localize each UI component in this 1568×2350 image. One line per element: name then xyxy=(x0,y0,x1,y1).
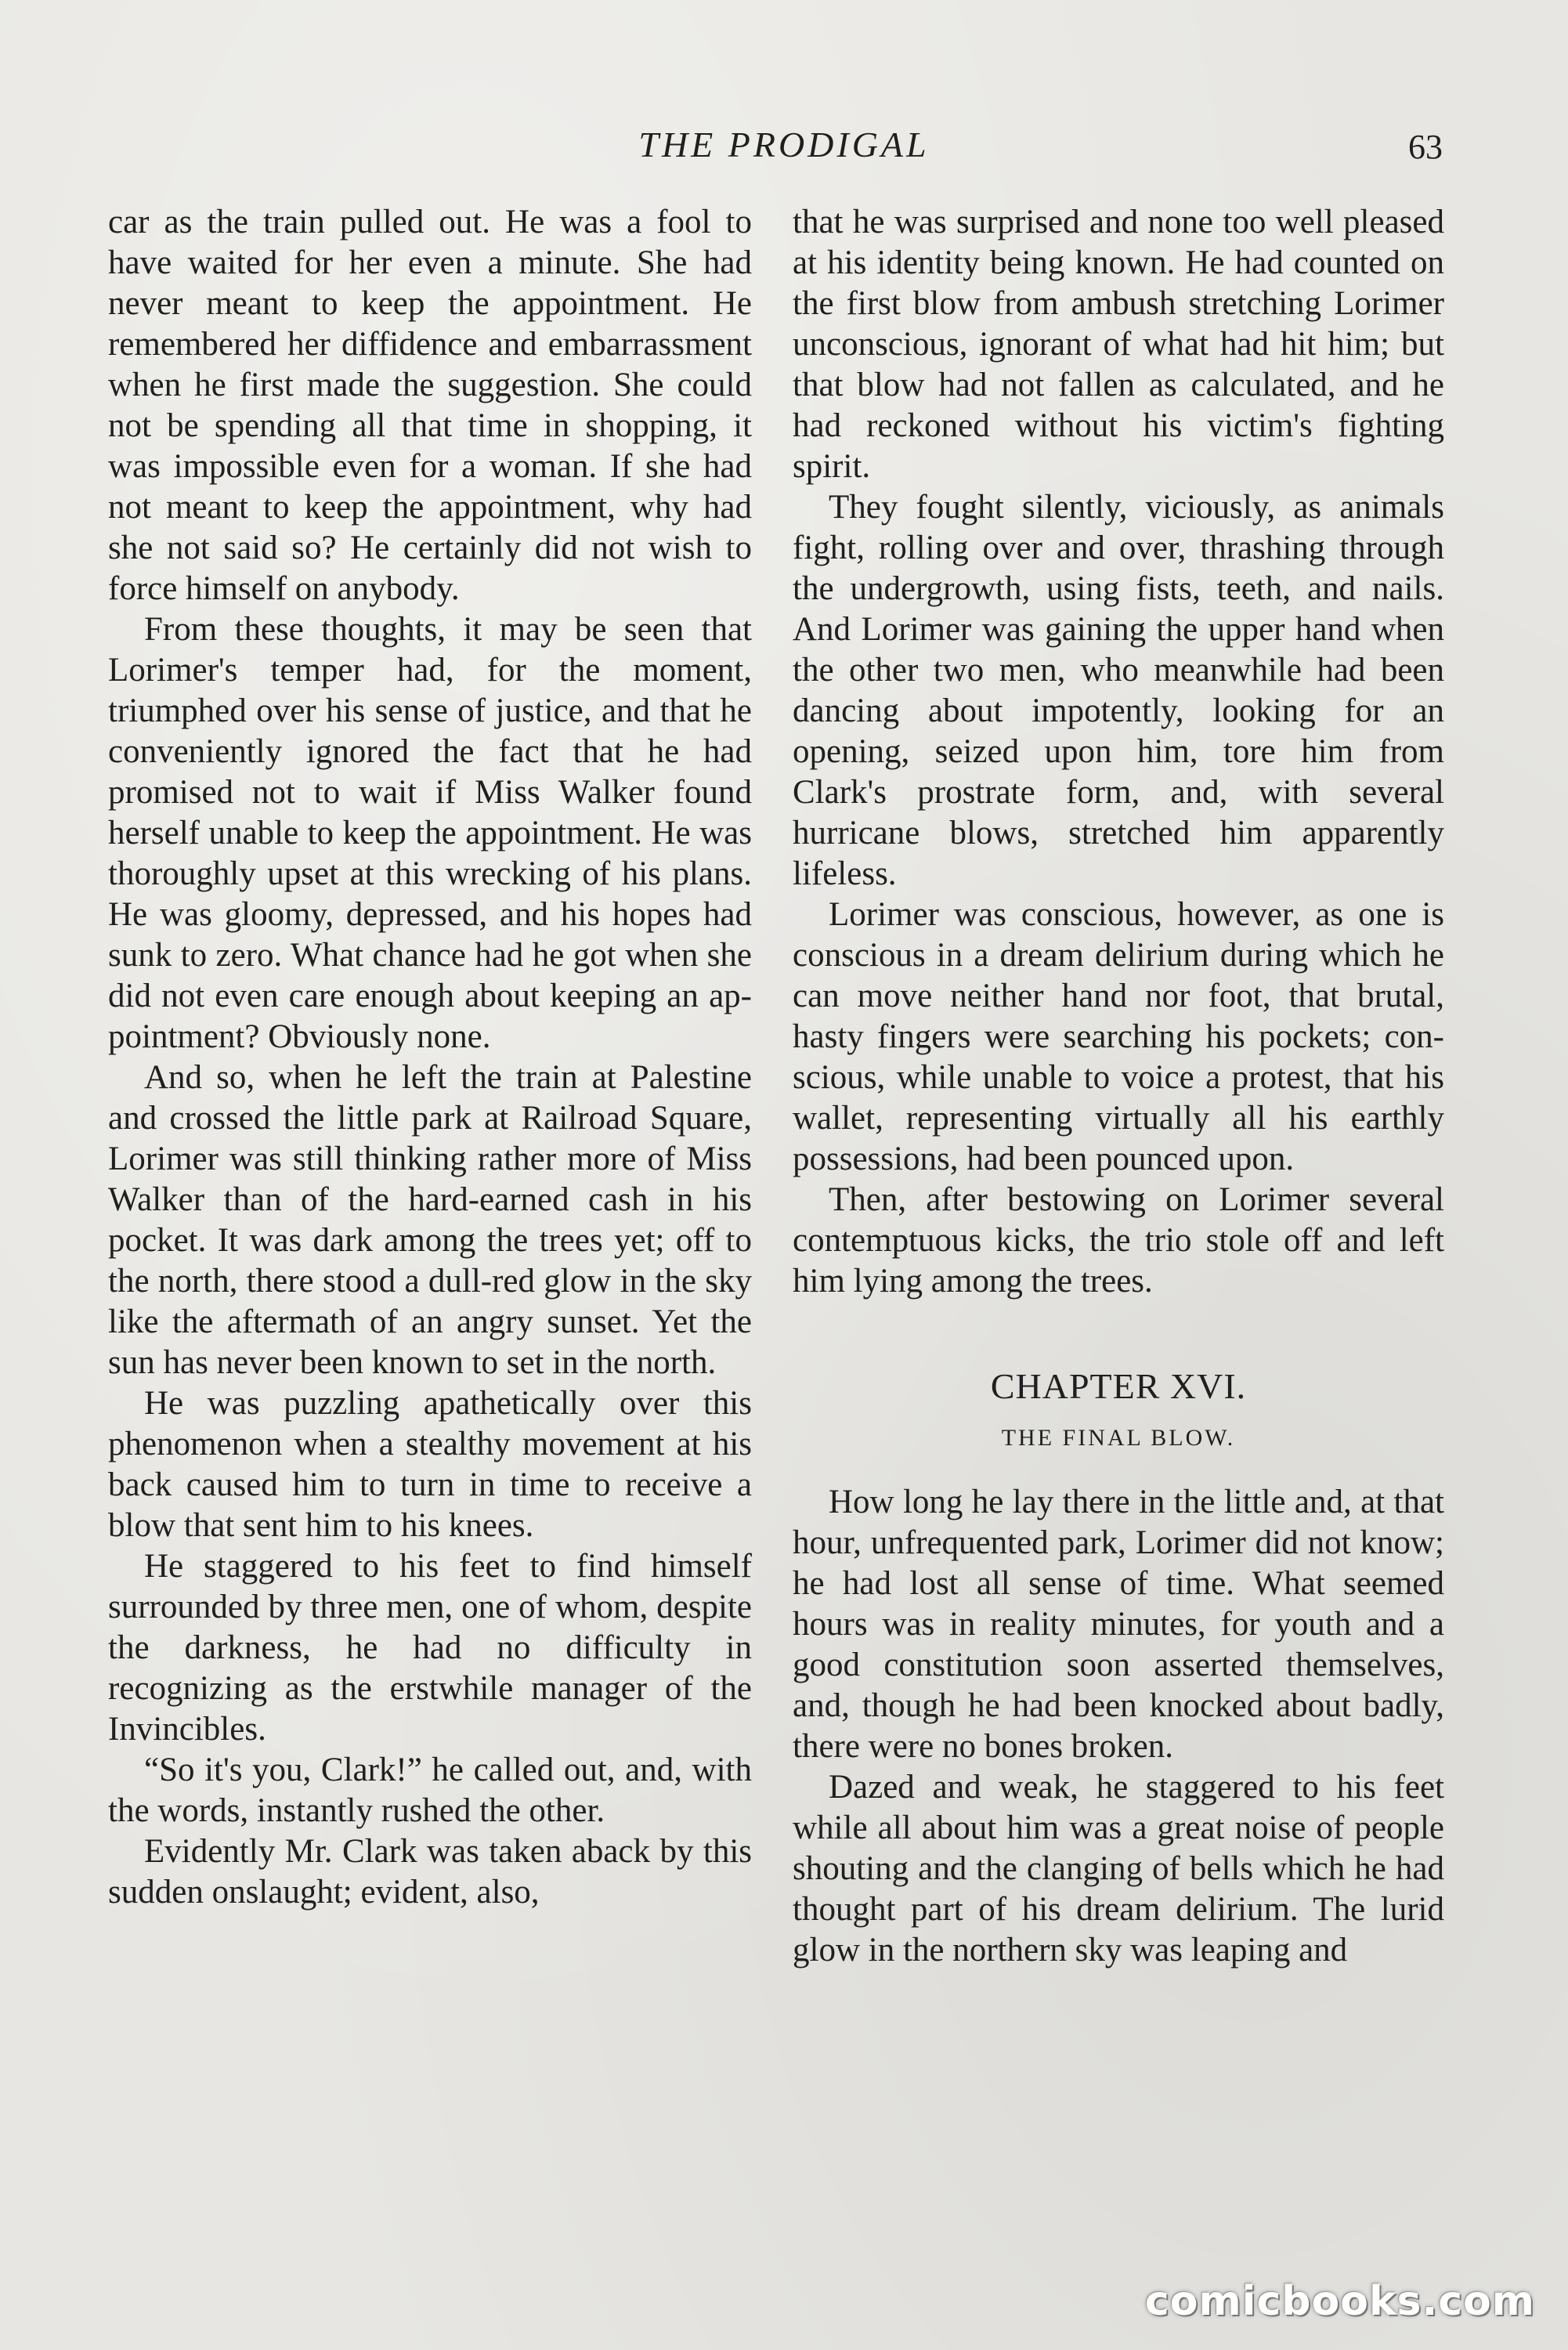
page-number: 63 xyxy=(1408,128,1443,166)
paragraph: They fought silently, viciously, as animals fight, rolling over and over, thrashing through the undergrowth, using fists, teeth, and nails. And Lorimer was gaining the upper hand when the other two men, who meanwhile had been dancing about impotently, looking for an opening, seized upon him, tore him from Clark's prostrate form, and, with several hurricane blows, stretched him apparently lifeless. xyxy=(793,489,1444,892)
paragraph: car as the train pulled out. He was a fool to have waited for her even a minute. She had never meant to keep the appointment. He remembered her diffidence and embarrassment when he first made the suggestion. She could not be spending all that time in shopping, it was impossible even for a woman. If she had not meant to keep the appointment, why had she not said so? He certainly did not wish to force himself on anybody. xyxy=(108,204,752,607)
paragraph: And so, when he left the train at Palestine and crossed the little park at Railroad Square, Lorimer was still thinking rather more of Miss Walker than of the hard-earned cash in his pocket. It was dark among the trees yet; off to the north, there stood a dull-red glow in the sky like the aftermath of an angry sunset. Yet the sun has never been known to set in the north. xyxy=(108,1059,752,1381)
paragraph: How long he lay there in the little and, at that hour, unfrequented park, Lorimer did not know; he had lost all sense of time. What seemed hours was in reality minutes, for youth and a good constitution soon asserted themselves, and, though he had been knocked about badly, there were no bones broken. xyxy=(793,1484,1444,1765)
paragraph: Dazed and weak, he staggered to his feet while all about him was a great noise of people shouting and the clanging of bells which he had thought part of his dream delirium. The lurid glow in the northern sky was leaping and xyxy=(793,1769,1444,1969)
paragraph: He staggered to his feet to find himself surrounded by three men, one of whom, despite the darkness, he had no difficulty in recognizing as the erstwhile manager of the Invincibles. xyxy=(108,1548,752,1748)
running-title: THE PRODIGAL xyxy=(638,125,930,164)
chapter-subtitle: THE FINAL BLOW. xyxy=(1001,1425,1236,1451)
left-column xyxy=(108,202,752,1913)
chapter-heading: CHAPTER XVI. xyxy=(990,1366,1247,1406)
watermark-logo: comicbooks.com xyxy=(1144,2278,1535,2325)
paragraph: “So it's you, Clark!” he called out, and, with the words, instantly rushed the other. xyxy=(108,1752,752,1829)
paragraph: Lorimer was conscious, however, as one is conscious in a dream delirium during which he can move neither hand nor foot, that brutal, hasty fingers were searching his pockets; conscious, while unable to voice a protest, that his wallet, representing virtually all his earthly possessions, had been pounced upon. xyxy=(793,896,1444,1177)
paragraph: From these thoughts, it may be seen that Lorimer's temper had, for the moment, triumphed over his sense of justice, and that he conveniently ignored the fact that he had promised not to wait if Miss Walker found herself unable to keep the appointment. He was thoroughly upset at this wrecking of his plans. He was gloomy, depressed, and his hopes had sunk to zero. What chance had he got when she did not even care enough about keeping an appointment? Obviously none. xyxy=(108,611,752,1055)
paragraph: Then, after bestowing on Lorimer several contemptuous kicks, the trio stole off and left him lying among the trees. xyxy=(793,1181,1444,1300)
right-column xyxy=(793,202,1444,1971)
paragraph: Evidently Mr. Clark was taken aback by this sudden onslaught; evident, also, xyxy=(108,1833,752,1911)
running-head xyxy=(0,124,1568,171)
paragraph: He was puzzling apathetically over this phenomenon when a stealthy movement at his back caused him to turn in time to receive a blow that sent him to his knees. xyxy=(108,1385,752,1544)
paragraph: that he was surprised and none too well pleased at his identity being known. He had counted on the first blow from ambush stretching Lorimer unconscious, ignorant of what had hit him; but that blow had not fallen as calculated, and he had reckoned without his victim's fighting spirit. xyxy=(793,204,1444,485)
